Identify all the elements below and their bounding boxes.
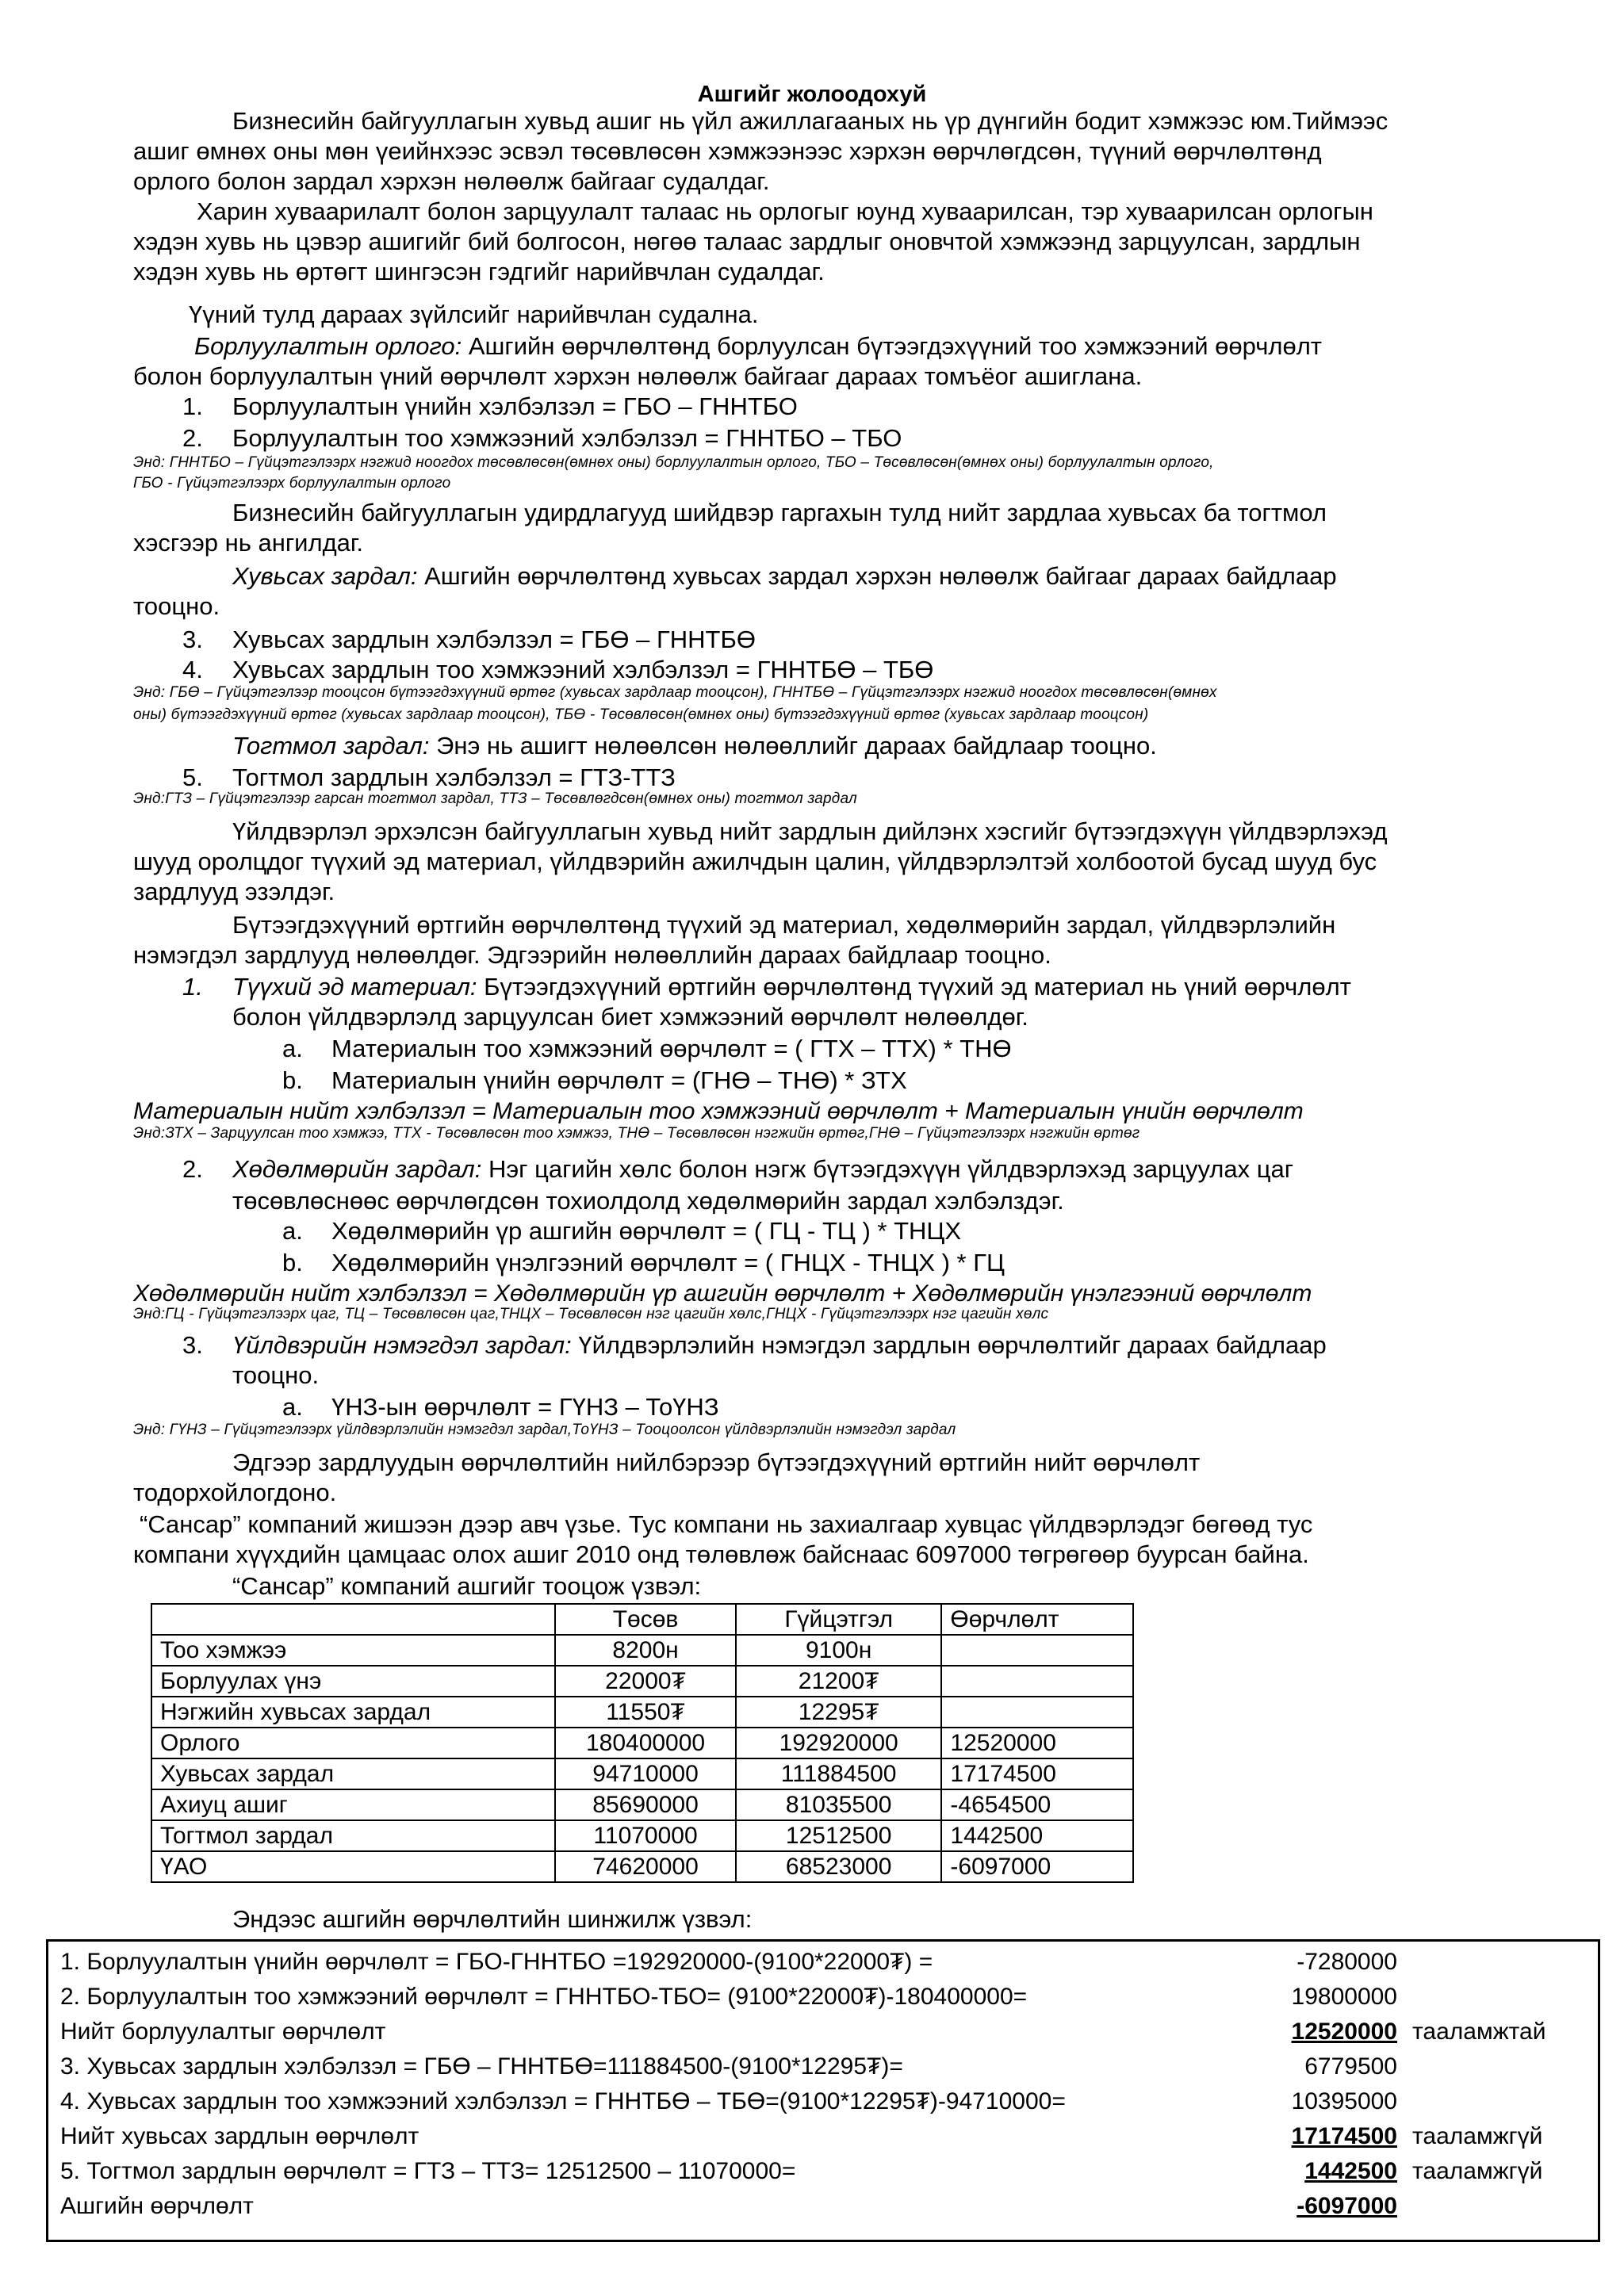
list-number: 3. [182, 626, 203, 653]
table-cell: 74620000 [555, 1851, 736, 1882]
table-cell: 21200₮ [736, 1666, 942, 1697]
footnote-line: оны) бүтээгдэхүүний өртөг (хувьсах зардлаар тооцсон), ТБӨ - Төсөвлөсөн(өмнөх оны) бүтээгдэхүүний өртөг (хувьсах зардлаар тооцсон) [133, 706, 1149, 723]
paragraph-text: Үйлдвэрлэлийн нэмэгдэл зардлын өөрчлөлтийг дараах байдлаар [571, 1331, 1327, 1359]
formula-line: Материалын тоо хэмжээний өөрчлөлт = ( ГТХ – ТТХ) * ТНӨ [331, 1035, 1012, 1062]
paragraph-line: “Сансар” компаний жишээн дээр авч үзье. Тус компани нь захиалгаар хувцас үйлдвэрлэдэг бөгөөд тус [140, 1510, 1313, 1538]
sublist-letter: b. [282, 1066, 303, 1094]
paragraph-text: Энэ нь ашигт нөлөөлсөн нөлөөллийг дараах байдлаар тооцно. [429, 732, 1157, 760]
analysis-value: 17174500 [1291, 2123, 1397, 2149]
paragraph-line: хэсгээр нь ангилдаг. [133, 529, 364, 557]
paragraph-line: Эндээс ашгийн өөрчлөлтийн шинжилж үзвэл: [232, 1905, 753, 1933]
formula-line: Борлуулалтын үнийн хэлбэлзэл = ГБО – ГННТБО [232, 392, 798, 420]
table-cell: 8200н [555, 1635, 736, 1666]
analysis-label: 4. Хувьсах зардлын тоо хэмжээний хэлбэлзэл = ГННТБӨ – ТБӨ=(9100*12295₮)-94710000= [60, 2088, 1066, 2114]
paragraph-line: хэдэн хувь нь цэвэр ашигийг бий болгосон, нөгөө талаас зардлыг оновчтой хэмжээнд зарцуулсан, зардлын [133, 228, 1361, 255]
analysis-value: 6779500 [1304, 2053, 1397, 2080]
table-cell: Нэгжийн хувьсах зардал [151, 1697, 555, 1728]
paragraph-line: компани хүүхдийн цамцаас олох ашиг 2010 онд төлөвлөж байснаас 6097000 төгрөгөөр буурсан байна. [133, 1540, 1309, 1568]
table-cell: Ахиуц ашиг [151, 1789, 555, 1820]
analysis-assessment: тааламжгүй [1412, 2158, 1543, 2184]
paragraph-line: Бизнесийн байгууллагын хувьд ашиг нь үйл ажиллагааных нь үр дүнгийн бодит хэмжээс юм.Тиймээс [232, 107, 1388, 135]
summary-formula: Материалын нийт хэлбэлзэл = Материалын тоо хэмжээний өөрчлөлт + Материалын үнийн өөрчлөлт [133, 1098, 1304, 1124]
table-cell: Борлуулах үнэ [151, 1666, 555, 1697]
table-cell: Орлого [151, 1728, 555, 1758]
paragraph-text: Бүтээгдэхүүний өртгийн өөрчлөлтөнд түүхий эд материал нь үний өөрчлөлт [477, 973, 1351, 1001]
formula-line: Материалын үнийн өөрчлөлт = (ГНӨ – ТНӨ) * ЗТХ [331, 1066, 907, 1094]
table-cell: Тоо хэмжээ [151, 1635, 555, 1666]
table-cell: Тогтмол зардал [151, 1820, 555, 1851]
table-row [151, 1728, 1133, 1758]
paragraph-line [194, 331, 1574, 362]
analysis-label: 3. Хувьсах зардлын хэлбэлзэл = ГБӨ – ГННТБӨ=111884500-(9100*12295₮)= [60, 2053, 903, 2080]
table-cell: 12520000 [941, 1728, 1133, 1758]
table-cell: 12512500 [736, 1820, 942, 1851]
formula-line: Хувьсах зардлын тоо хэмжээний хэлбэлзэл = ГННТБӨ – ТБӨ [232, 656, 934, 683]
table-row [151, 1666, 1133, 1697]
footnote-line: Энд: ГҮНЗ – Гүйцэтгэлээрх үйлдвэрлэлийн нэмэгдэл зардал,ТоҮНЗ – Тооцоолсон үйлдвэрлэлийн нэмэгдэл зардал [133, 1422, 956, 1438]
sublist-letter: a. [282, 1393, 303, 1421]
table-row [151, 1851, 1133, 1882]
paragraph-line: зардлууд эзэлдэг. [133, 878, 335, 905]
table-cell: 180400000 [555, 1728, 736, 1758]
paragraph-line: ашиг өмнөх оны мөн үеийнхээс эсвэл төсөвлөсөн хэмжээнээс хэрхэн өөрчлөгдсөн, түүний өөрчлөлтөнд [133, 137, 1322, 165]
formula-line: ҮНЗ-ын өөрчлөлт = ГҮНЗ – ТоҮНЗ [331, 1393, 719, 1421]
table-row [151, 1820, 1133, 1851]
list-item-continuation: төсөвлөснөөс өөрчлөгдсөн тохиолдолд хөдөлмөрийн зардал хэлбэлздэг. [232, 1187, 1064, 1215]
paragraph-line: Эдгээр зардлуудын өөрчлөлтийн нийлбэрээр бүтээгдэхүүний өртгийн нийт өөрчлөлт [232, 1448, 1201, 1476]
paragraph-line: Харин хуваарилалт болон зарцуулалт талаас нь орлогыг юунд хуваарилсан, тэр хуваарилсан орлогын [197, 197, 1373, 225]
table-cell: 17174500 [941, 1758, 1133, 1789]
analysis-value: -7280000 [1297, 1949, 1397, 1975]
term-label: Тогтмол зардал: [232, 732, 430, 760]
sublist-letter: b. [282, 1249, 303, 1276]
paragraph-text: Ашгийн өөрчлөлтөнд борлуулсан бүтээгдэхүүний тоо хэмжээний өөрчлөлт [462, 332, 1322, 360]
table-cell: 11070000 [555, 1820, 736, 1851]
formula-line: Хөдөлмөрийн үр ашгийн өөрчлөлт = ( ГЦ - ТЦ ) * ТНЦХ [331, 1217, 961, 1245]
analysis-label: Ашгийн өөрчлөлт [60, 2193, 254, 2219]
paragraph-line: нэмэгдэл зардлууд нөлөөлдөг. Эдгээрийн нөлөөллийн дараах байдлаар тооцно. [133, 941, 1051, 969]
term-label: Үйлдвэрийн нэмэгдэл зардал: [232, 1331, 572, 1359]
formula-line: Хөдөлмөрийн үнэлгээний өөрчлөлт = ( ГНЦХ - ТНЦХ ) * ГЦ [331, 1249, 1005, 1276]
paragraph-line: болон борлуулалтын үний өөрчлөлт хэрхэн нөлөөлж байгааг дараах томъёог ашиглана. [133, 362, 1143, 390]
analysis-value: 1442500 [1304, 2158, 1397, 2184]
table-header-cell [151, 1604, 555, 1635]
table-cell: 111884500 [736, 1758, 942, 1789]
list-number: 1. [182, 973, 203, 1001]
profit-table [151, 1603, 1134, 1883]
table-row [151, 1758, 1133, 1789]
paragraph-line: тооцно. [133, 592, 220, 620]
table-cell: 85690000 [555, 1789, 736, 1820]
list-item-continuation: болон үйлдвэрлэлд зарцуулсан биет хэмжээний өөрчлөлт нөлөөлдөг. [232, 1003, 1028, 1031]
analysis-value: -6097000 [1297, 2193, 1397, 2219]
paragraph-line: тодорхойлогдоно. [133, 1479, 337, 1506]
table-cell: 9100н [736, 1635, 942, 1666]
paragraph-line: шууд оролцдог түүхий эд материал, үйлдвэрийн ажилчдын цалин, үйлдвэрлэлтэй холбоотой бусад шууд бус [133, 848, 1377, 875]
formula-line: Борлуулалтын тоо хэмжээний хэлбэлзэл = ГННТБО – ТБО [232, 424, 902, 452]
table-header-cell: Өөрчлөлт [941, 1604, 1133, 1635]
formula-line: Хувьсах зардлын хэлбэлзэл = ГБӨ – ГННТБӨ [232, 626, 756, 653]
analysis-label: 2. Борлуулалтын тоо хэмжээний өөрчлөлт = ГННТБО-ТБО= (9100*22000₮)-180400000= [60, 1984, 1028, 2010]
paragraph-line: “Сансар” компаний ашгийг тооцож үзвэл: [232, 1572, 702, 1600]
analysis-label: Нийт борлуулалтыг өөрчлөлт [60, 2019, 386, 2045]
footnote-line: Энд: ГННТБО – Гүйцэтгэлээрх нэгжид ноогдох төсөвлөсөн(өмнөх оны) борлуулалтын орлого, ТБО – Төсөвлөсөн(өмнөх оны) борлуулалтын орлого, [133, 454, 1214, 471]
term-label: Хөдөлмөрийн зардал: [232, 1155, 482, 1183]
table-cell: 192920000 [736, 1728, 942, 1758]
analysis-label: Нийт хувьсах зардлын өөрчлөлт [60, 2123, 419, 2149]
table-header-cell: Төсөв [555, 1604, 736, 1635]
table-cell: -4654500 [941, 1789, 1133, 1820]
footnote-line: Энд:ГЦ - Гүйцэтгэлээрх цаг, ТЦ – Төсөвлөсөн цаг,ТНЦХ – Төсөвлөсөн нэг цагийн хөлс,ГНЦХ - Гүйцэтгэлээрх нэг цагийн хөлс [133, 1306, 1049, 1322]
table-cell: 11550₮ [555, 1697, 736, 1728]
list-item-continuation: тооцно. [232, 1361, 320, 1389]
table-cell: -6097000 [941, 1851, 1133, 1882]
list-item [232, 1330, 1327, 1360]
table-header-row [151, 1604, 1133, 1635]
list-number: 1. [182, 392, 203, 420]
paragraph-line [232, 731, 1612, 761]
table-row [151, 1789, 1133, 1820]
analysis-value: 10395000 [1291, 2088, 1397, 2114]
table-cell [941, 1635, 1133, 1666]
footnote-line: ГБО - Гүйцэтгэлээрх борлуулалтын орлого [133, 475, 451, 492]
table-cell: Хувьсах зардал [151, 1758, 555, 1789]
page-title: Ашгийг жолоодохуй [697, 82, 927, 107]
paragraph-text: Ашгийн өөрчлөлтөнд хувьсах зардал хэрхэн нөлөөлж байгааг дараах байдлаар [417, 562, 1337, 590]
analysis-assessment: тааламжгүй [1412, 2123, 1543, 2149]
analysis-assessment: тааламжтай [1412, 2019, 1546, 2045]
table-cell [941, 1666, 1133, 1697]
footnote-line: Энд:ЗТХ – Зарцуулсан тоо хэмжээ, ТТХ - Төсөвлөсөн тоо хэмжээ, ТНӨ – Төсөвлөсөн нэгжийн өртөг,ГНӨ – Гүйцэтгэлээрх нэгжийн өртөг [133, 1125, 1140, 1142]
table-header-cell: Гүйцэтгэл [736, 1604, 942, 1635]
list-number: 5. [182, 763, 203, 791]
table-cell: 94710000 [555, 1758, 736, 1789]
paragraph-line: Бүтээгдэхүүний өртгийн өөрчлөлтөнд түүхий эд материал, хөдөлмөрийн зардал, үйлдвэрлэлийн [232, 911, 1336, 939]
paragraph-line: Үйлдвэрлэл эрхэлсэн байгууллагын хувьд нийт зардлын дийлэнх хэсгийг бүтээгдэхүүн үйлдвэрлэхэд [232, 817, 1388, 845]
analysis-label: 5. Тогтмол зардлын өөрчлөлт = ГТЗ – ТТЗ= 12512500 – 11070000= [60, 2158, 796, 2184]
table-row [151, 1635, 1133, 1666]
analysis-value: 12520000 [1291, 2019, 1397, 2045]
table-cell: 12295₮ [736, 1697, 942, 1728]
table-cell: 1442500 [941, 1820, 1133, 1851]
sublist-letter: a. [282, 1035, 303, 1062]
term-label: Хувьсах зардал: [232, 562, 418, 590]
table-row [151, 1697, 1133, 1728]
paragraph-line: Бизнесийн байгууллагын удирдлагууд шийдвэр гаргахын тулд нийт зардлаа хувьсах ба тогтмол [232, 499, 1327, 526]
paragraph-line: Үүний тулд дараах зүйлсийг нарийвчлан судална. [189, 300, 759, 328]
list-number: 2. [182, 1155, 203, 1183]
formula-line: Тогтмол зардлын хэлбэлзэл = ГТЗ-ТТЗ [232, 763, 676, 791]
list-number: 3. [182, 1331, 203, 1359]
list-item [232, 1154, 1293, 1184]
sublist-letter: a. [282, 1217, 303, 1245]
list-number: 2. [182, 424, 203, 452]
table-cell [941, 1697, 1133, 1728]
table-cell: 22000₮ [555, 1666, 736, 1697]
paragraph-line [232, 561, 1612, 591]
summary-formula: Хөдөлмөрийн нийт хэлбэлзэл = Хөдөлмөрийн үр ашгийн өөрчлөлт + Хөдөлмөрийн үнэлгээний өөрчлөлт [133, 1280, 1312, 1307]
paragraph-line: орлого болон зардал хэрхэн нөлөөлж байгааг судалдаг. [133, 167, 770, 195]
list-item [232, 972, 1351, 1002]
footnote-line: Энд: ГБӨ – Гүйцэтгэлээр тооцсон бүтээгдэхүүний өртөг (хувьсах зардлаар тооцсон), ГННТБӨ – Гүйцэтгэлээрх нэгжид ноогдох төсөвлөсөн(өмнөх [133, 684, 1217, 701]
analysis-value: 19800000 [1291, 1984, 1397, 2010]
term-label: Борлуулалтын орлого: [194, 332, 462, 360]
paragraph-text: Нэг цагийн хөлс болон нэгж бүтээгдэхүүн үйлдвэрлэхэд зарцуулах цаг [481, 1155, 1294, 1183]
footnote-line: Энд:ГТЗ – Гүйцэтгэлээр гарсан тогтмол зардал, ТТЗ – Төсөвлөгдсөн(өмнөх оны) тогтмол зардал [133, 790, 857, 807]
paragraph-line: хэдэн хувь нь өртөгт шингэсэн гэдгийг нарийвчлан судалдаг. [133, 258, 825, 285]
analysis-box [46, 1939, 1600, 2242]
table-cell: 81035500 [736, 1789, 942, 1820]
list-number: 4. [182, 656, 203, 683]
term-label: Түүхий эд материал: [232, 973, 477, 1001]
table-cell: 68523000 [736, 1851, 942, 1882]
analysis-label: 1. Борлуулалтын үнийн өөрчлөлт = ГБО-ГННТБО =192920000-(9100*22000₮) = [60, 1949, 933, 1975]
table-cell: ҮАО [151, 1851, 555, 1882]
